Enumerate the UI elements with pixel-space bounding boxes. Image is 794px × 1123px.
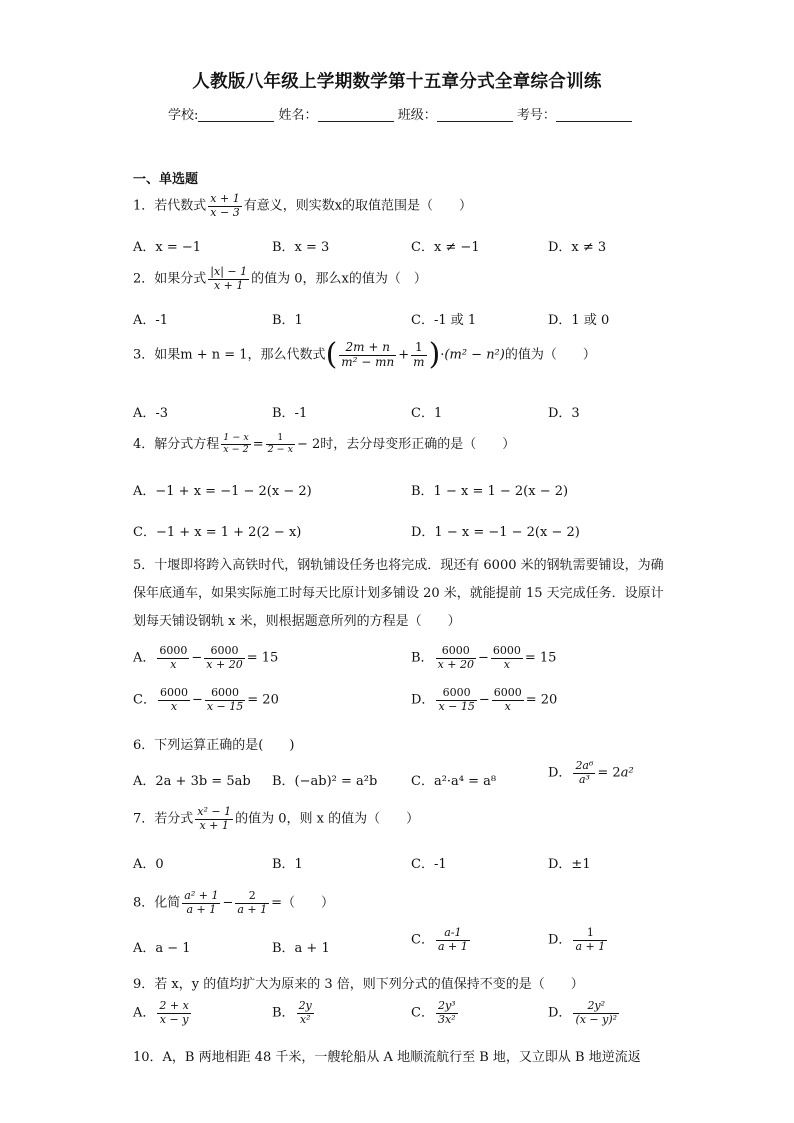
class-label: 班级： <box>397 108 437 123</box>
option-a[interactable]: A．x = −1 <box>133 240 202 255</box>
question-5: 5．十堰即将跨入高铁时代，钢轨铺设任务也将完成．现还有 6000 米的钢轨需要铺设，为确保年底通车，如果实际施工时每天比原计划多铺设 20 米，就能提前 15 天完成任务．设原计划每天铺设钢轨 x 米，则根据题意所列的方程是（ ） <box>133 558 664 629</box>
option-b[interactable]: B．x = 3 <box>272 240 330 255</box>
fraction: $\frac{\text{a² + 1}}{a + 1}$ <box>184 889 219 916</box>
fraction: $\frac{|x| - 1}{x + 1}$ <box>210 265 248 292</box>
student-info-line <box>168 104 632 123</box>
option-b[interactable]: B．a + 1 <box>272 941 330 956</box>
option-d[interactable]: D．1 或 0 <box>548 313 610 328</box>
option-d[interactable]: D． $\frac{6000}{x - 15}$ − $\frac{6000}{x}$ = 20 <box>411 686 558 713</box>
option-c[interactable]: C．-1 <box>411 857 447 872</box>
option-c[interactable]: C． $\frac{\text{2y³}}{\text{3x²}}$ <box>411 999 456 1026</box>
option-b[interactable]: B．-1 <box>272 406 308 421</box>
fraction: $\frac{2m + n}{\text{m² − mn}}$ <box>341 339 395 369</box>
option-a[interactable]: A．2a + 3b = 5ab <box>133 774 251 789</box>
option-d[interactable]: D．±1 <box>548 857 591 872</box>
question-6: 6．下列运算正确的是( ) <box>133 738 295 753</box>
option-a[interactable]: A．0 <box>133 857 164 872</box>
school-blank[interactable] <box>198 107 274 122</box>
option-c[interactable]: C． $\frac{6000}{x}$ − $\frac{6000}{x - 15}$ = 20 <box>133 686 279 713</box>
fraction: $\frac{\text{x² − 1}}{x + 1}$ <box>197 805 232 832</box>
section-heading: 一、单选题 <box>133 172 199 187</box>
option-d[interactable]: D． $\frac{1}{a + 1}$ <box>548 926 606 953</box>
exam-number-blank[interactable] <box>556 107 632 122</box>
question-7: 7．若分式 $\frac{\text{x² − 1}}{x + 1}$ 的值为 0，则 x 的值为（ ） <box>133 805 420 832</box>
exam-number-label: 考号： <box>516 108 556 123</box>
question-3: 3．如果m + n = 1，那么代数式( $\frac{2m + n}{\text{m² − mn}}$ + $\frac{1}{m}$ )·(m² − n²)的值为（ ） <box>133 337 596 372</box>
option-a[interactable]: A．a − 1 <box>133 941 191 956</box>
name-label: 姓名： <box>278 108 318 123</box>
option-d[interactable]: D．1 − x = −1 − 2(x − 2) <box>411 525 580 540</box>
question-1: 1．若代数式 $\frac{x + 1}{x - 3}$ 有意义，则实数x的取值范围是（ ） <box>133 192 473 219</box>
name-blank[interactable] <box>318 107 394 122</box>
option-a[interactable]: A． $\frac{2 + x}{x - y}$ <box>133 999 189 1026</box>
option-c[interactable]: C．a²·a⁴ = a⁸ <box>411 774 497 789</box>
fraction: $\frac{1}{2 - x}$ <box>267 432 293 455</box>
option-d[interactable]: D． $\frac{\text{2a⁶}}{\text{a³}}$ = 2a² <box>548 759 634 786</box>
option-b[interactable]: B．(−ab)² = a²b <box>272 774 378 789</box>
option-b[interactable]: B．1 <box>272 857 303 872</box>
question-2: 2．如果分式 $\frac{|x| - 1}{x + 1}$ 的值为 0，那么x的值为（ ） <box>133 265 427 292</box>
document-title: 人教版八年级上学期数学第十五章分式全章综合训练 <box>192 72 602 92</box>
fraction: $\frac{1 - x}{x - 2}$ <box>223 432 249 455</box>
question-10: 10．A，B 两地相距 48 千米，一艘轮船从 A 地顺流航行至 B 地，又立即从 B 地逆流返 <box>133 1050 641 1065</box>
question-8: 8．化简 $\frac{\text{a² + 1}}{a + 1}$ − $\frac{2}{a + 1}$ =（ ） <box>133 889 335 916</box>
option-c[interactable]: C．x ≠ −1 <box>411 240 480 255</box>
option-c[interactable]: C． $\frac{a-1}{a + 1}$ <box>411 926 468 953</box>
fraction: $\frac{2}{a + 1}$ <box>237 889 268 916</box>
option-d[interactable]: D．3 <box>548 406 580 421</box>
option-c[interactable]: C．1 <box>411 406 443 421</box>
option-a[interactable]: A． $\frac{6000}{x}$ − $\frac{6000}{x + 20}$ = 15 <box>133 644 279 671</box>
option-b[interactable]: B．1 − x = 1 − 2(x − 2) <box>411 484 569 499</box>
option-a[interactable]: A．-3 <box>133 406 169 421</box>
class-blank[interactable] <box>437 107 513 122</box>
fraction: $\frac{1}{m}$ <box>413 339 425 369</box>
school-label: 学校: <box>168 108 199 123</box>
option-a[interactable]: A．−1 + x = −1 − 2(x − 2) <box>133 484 312 499</box>
question-9: 9．若 x，y 的值均扩大为原来的 3 倍，则下列分式的值保持不变的是（ ） <box>133 977 584 992</box>
option-b[interactable]: B． $\frac{2y}{\text{x²}}$ <box>272 999 312 1026</box>
option-b[interactable]: B． $\frac{6000}{x + 20}$ − $\frac{6000}{x}$ = 15 <box>411 644 557 671</box>
option-d[interactable]: D．x ≠ 3 <box>548 240 607 255</box>
option-d[interactable]: D． $\frac{\text{2y²}}{\text{(x − y)²}}$ <box>548 999 618 1026</box>
question-4: 4．解分式方程 $\frac{1 - x}{x - 2}$ = $\frac{1}{2 - x}$ − 2时，去分母变形正确的是（ ） <box>133 432 516 455</box>
fraction: $\frac{x + 1}{x - 3}$ <box>210 192 240 219</box>
option-b[interactable]: B．1 <box>272 313 303 328</box>
option-c[interactable]: C．-1 或 1 <box>411 313 477 328</box>
option-a[interactable]: A．-1 <box>133 313 169 328</box>
option-c[interactable]: C．−1 + x = 1 + 2(2 − x) <box>133 525 302 540</box>
